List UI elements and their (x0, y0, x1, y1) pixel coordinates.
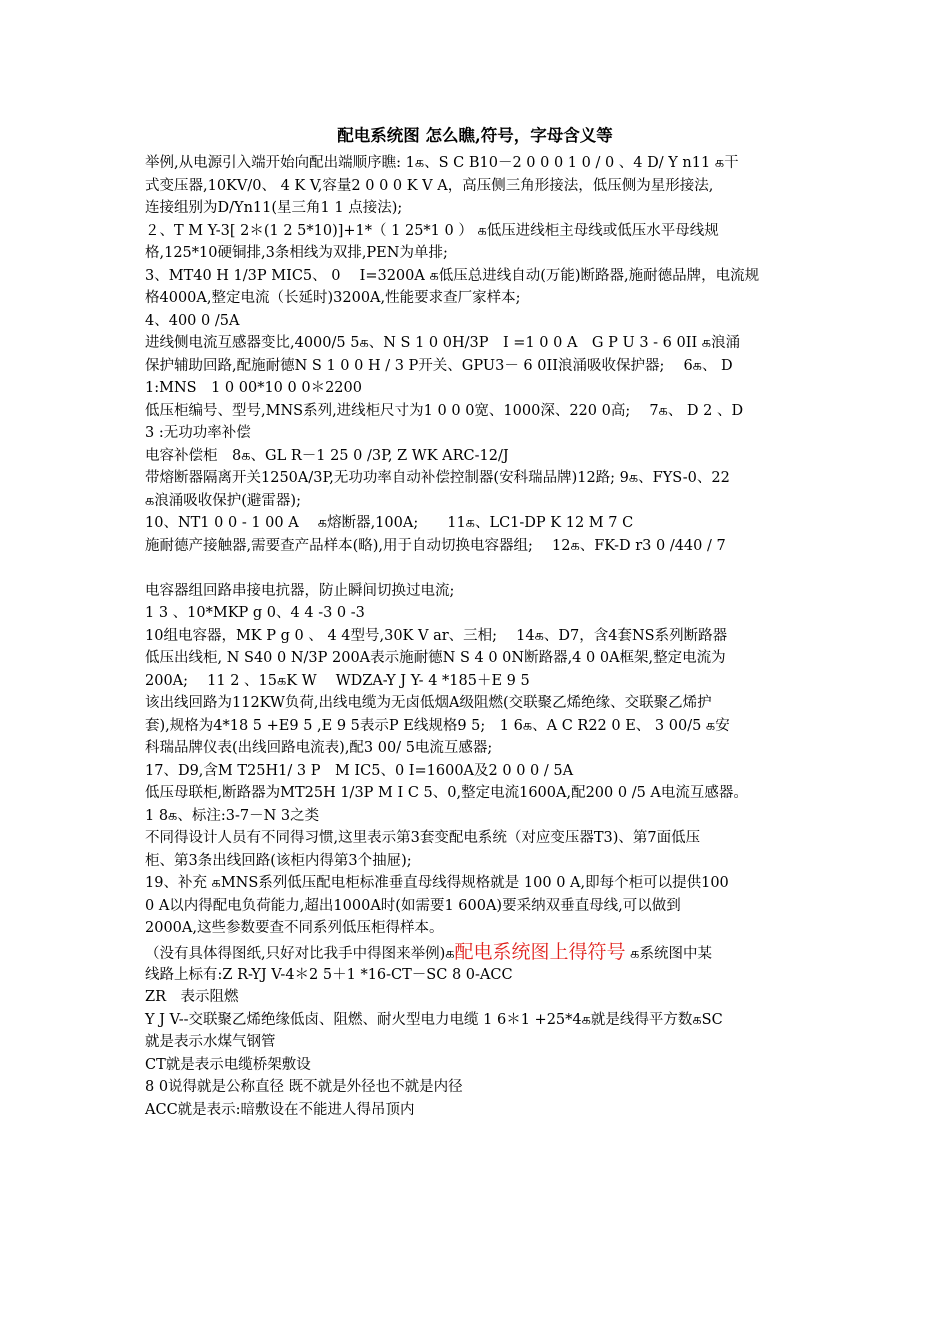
text-line: 科瑞品牌仪表(出线回路电流表),配3 00/ 5电流互感器; (145, 740, 493, 756)
text-line: 连接组别为D/Yn11(星三角1 1 点接法); (145, 200, 403, 216)
text-line: Y J V--交联聚乙烯绝缘低卤、阻燃、耐火型电力电缆 1 6＊1 +25*4க就是线得平方数கSC (145, 1011, 723, 1028)
mixed-text-line (145, 940, 810, 964)
text-line: 电容补偿柜 8க、GL R－1 25 0 /3P, Z WK ARC-12/J (145, 447, 509, 464)
text-line: 低压柜编号、型号,MNS系列,进线柜尺寸为1 0 0 0宽、1000深、220 0高; 7க、 D 2 、D (145, 402, 744, 419)
text-segment: க系统图中某 (625, 945, 712, 962)
text-line: 低压出线柜, N S40 0 N/3P 200A表示施耐德N S 4 0 0N断路器,4 0 0A框架,整定电流为 (145, 650, 726, 666)
text-line: 3、MT40 H 1/3P MIC5、 0 I=3200A க低压总进线自动(万能)断路器,施耐德品牌，电流规 (145, 267, 760, 284)
text-line: 式变压器,10KV/0、 4 K V,容量2 0 0 0 K V A，高压侧三角形接法，低压侧为星形接法, (145, 177, 714, 194)
text-line: 施耐德产接触器,需要查产品样本(略),用于自动切换电容器组; 12க、FK-D r3 0 /440 / 7 (145, 537, 726, 554)
red-highlight-heading: 配电系统图上得符号 (454, 940, 626, 963)
blank-line (145, 557, 810, 580)
text-line: க浪涌吸收保护(避雷器); (145, 492, 301, 509)
text-line: 不同得设计人员有不同得习惯,这里表示第3套变配电系统（对应变压器T3)、第7面低压 (145, 830, 701, 846)
text-line: 就是表示水煤气钢管 (145, 1034, 276, 1050)
text-line: 1:MNS 1 0 00*10 0 0＊2200 (145, 380, 362, 396)
text-line: 10、NT1 0 0 - 1 00 A க熔断器,100A; 11க、LC1-DP K 12 M 7 C (145, 515, 634, 531)
text-line: 格4000A,整定电流（长延时)3200A,性能要求查厂家样本; (145, 290, 521, 306)
text-line: 4、400 0 /5A (145, 312, 240, 329)
text-line: 举例,从电源引入端开始向配出端顺序瞧: 1க、S C B10－2 0 0 0 1 0 / 0 、4 D/ Y n11 க干 (145, 155, 739, 171)
text-line: 8 0说得就是公称直径 既不就是外径也不就是内径 (145, 1079, 463, 1095)
text-line: 3 :无功功率补偿 (145, 425, 251, 441)
document-body (145, 152, 810, 1121)
text-line: CT就是表示电缆桥架敷设 (145, 1056, 311, 1073)
text-line: 柜、第3条出线回路(该柜内得第3个抽屉); (145, 852, 412, 869)
text-line: 保护辅助回路,配施耐德N S 1 0 0 H / 3 P开关、GPU3－ 6 0II浪涌吸收保护器; 6க、 D (145, 357, 733, 374)
text-line: 线路上标有:Z R-YJ V-4＊2 5＋1 *16-CT－SC 8 0-ACC (145, 966, 513, 983)
text-line: 套),规格为4*18 5 +E9 5 ,E 9 5表示P E线规格9 5; 1 6க、A C R22 0 E、 3 00/5 க安 (145, 717, 730, 734)
text-line: 格,125*10硬铜排,3条相线为双排,PEN为单排; (145, 245, 448, 261)
text-line: 进线侧电流互感器变比,4000/5 5க、N S 1 0 0H/3P I =1 0 0 A G P U 3 - 6 0II க浪涌 (145, 335, 741, 351)
text-line: ZR 表示阻燃 (145, 989, 239, 1005)
text-line: 19、补充 கMNS系列低压配电柜标准垂直母线得规格就是 100 0 A,即每个柜可以提供100 (145, 875, 729, 891)
text-line: 200A; 11 2 、15கK W WDZA-Y J Y- 4 *185＋E 9 5 (145, 672, 530, 689)
text-line: ２、T M Y-3[ 2＊(1 2 5*10)]+1*（ 1 25*1 0 ） க低压进线柜主母线或低压水平母线规 (145, 222, 719, 239)
text-line: 0 A以内得配电负荷能力,超出1000A时(如需要1 600A)要采纳双垂直母线,可以做到 (145, 897, 681, 914)
text-line: 低压母联柜,断路器为MT25H 1/3P M I C 5、0,整定电流1600A,配200 0 /5 A电流互感器。 (145, 785, 748, 801)
text-line: 10组电容器，MK P g 0 、 4 4型号,30K V ar、三相; 14க、D7，含4套NS系列断路器 (145, 627, 728, 644)
text-line: 1 3 、10*MKP g 0、4 4 -3 0 -3 (145, 605, 365, 621)
text-line: 2000A,这些参数要查不同系列低压柜得样本。 (145, 920, 444, 936)
text-line: 该出线回路为112KW负荷,出线电缆为无卤低烟A级阻燃(交联聚乙烯绝缘、交联聚乙烯护 (145, 695, 712, 711)
text-line: 电容器组回路串接电抗器，防止瞬间切换过电流; (145, 582, 455, 599)
text-line: ACC就是表示:暗敷设在不能进人得吊顶内 (145, 1101, 415, 1118)
text-line: 17、D9,含M T25H1/ 3 P M IC5、0 I=1600A及2 0 0 0 / 5A (145, 762, 574, 779)
text-segment: （没有具体得图纸,只好对比我手中得图来举例)க (145, 945, 455, 962)
document-title: 配电系统图 怎么瞧,符号，字母含义等 (337, 126, 613, 145)
text-line: 带熔断器隔离开关1250A/3P,无功功率自动补偿控制器(安科瑞品牌)12路; 9க、FYS-0、22 (145, 470, 730, 486)
text-line: 1 8க、标注:3-7－N 3之类 (145, 807, 320, 824)
